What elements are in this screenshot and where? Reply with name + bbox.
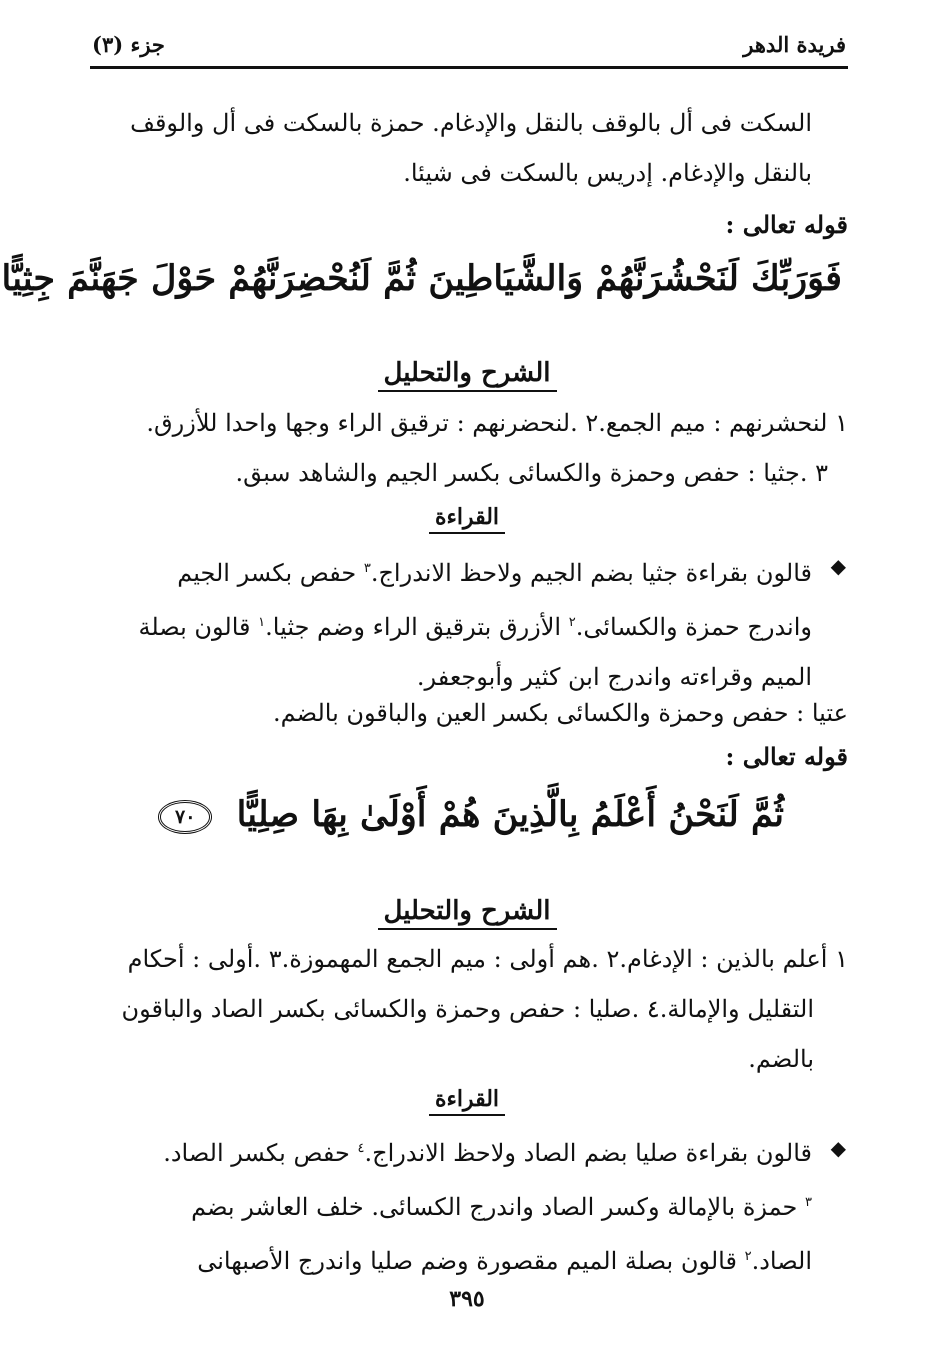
sharh-title	[0, 358, 934, 392]
footnote-marker: ٣	[363, 561, 371, 576]
verse-label: قوله تعالى :	[725, 210, 848, 239]
qiraa-line-1	[88, 544, 812, 598]
sharh-paragraph	[88, 398, 848, 498]
qiraa-paragraph	[88, 544, 812, 702]
quran-verse-1: فَوَرَبِّكَ لَنَحْشُرَنَّهُمْ وَالشَّيَاطِينَ ثُمَّ لَنُحْضِرَنَّهُمْ حَوْلَ جَهَنَّمَ جِثِيًّا	[1, 258, 842, 299]
qiraa-text: حمزة بالإمالة وكسر الصاد واندرج الكسائى. خلف العاشر بضم	[191, 1193, 798, 1221]
qiraa-line-3	[88, 1232, 812, 1286]
ayah-number-marker: ٧٠	[158, 800, 212, 834]
sharh-line-1: ١ أعلم بالذين : الإدغام.٢ .هم أولى : ميم الجمع المهموزة.٣ .أولى : أحكام	[127, 945, 848, 973]
sharh-title	[0, 896, 934, 930]
qiraa-line-3: الميم وقراءته واندرج ابن كثير وأبوجعفر.	[416, 663, 812, 691]
footnote-marker: ٣	[805, 1195, 812, 1210]
sharh-line-1: ١ لنحشرنهم : ميم الجمع.٢ .لنحضرنهم : ترقيق الراء وجها واحدا للأزرق.	[146, 409, 848, 437]
qiraa-text: الصاد.	[751, 1247, 812, 1275]
page-number: ٣٩٥	[449, 1286, 485, 1312]
qiraa-text: حفص بكسر الجيم	[177, 559, 357, 587]
quran-verse-2	[100, 794, 842, 835]
qiraa-paragraph	[88, 1124, 812, 1286]
qiraa-line-2	[88, 1178, 812, 1232]
qiraa-text: قالون بصلة	[138, 613, 251, 641]
qiraa-text: قالون بقراءة صليا بضم الصاد ولاحظ الاندراج.	[364, 1139, 812, 1167]
sharh-line-2: ٣ .جثيا : حفص وحمزة والكسائى بكسر الجيم والشاهد سبق.	[235, 459, 828, 487]
bullet-icon: ◆	[830, 1136, 846, 1160]
intro-line-2: بالنقل والإدغام. إدريس بالسكت فى شيئا.	[403, 159, 812, 187]
intro-line-1: السكت فى أل بالوقف بالنقل والإدغام. حمزة بالسكت فى أل والوقف	[130, 109, 812, 137]
header-rule	[90, 66, 848, 69]
qiraa-text: قالون بصلة الميم مقصورة وضم صليا واندرج الأصبهانى	[197, 1247, 737, 1275]
sharh-line-3: بالضم.	[748, 1045, 814, 1073]
qiraa-line-2	[88, 598, 812, 652]
qiraa-text: الأزرق بترقيق الراء وضم جثيا.	[265, 613, 562, 641]
footnote-marker: ١	[258, 615, 266, 630]
footnote-marker: ٤	[357, 1141, 365, 1156]
qiraa-title	[0, 504, 934, 534]
bullet-icon: ◆	[830, 554, 846, 578]
qiraa-text: واندرج حمزة والكسائى.	[575, 613, 812, 641]
qiraa-note: عتيا : حفص وحمزة والكسائى بكسر العين والباقون بالضم.	[273, 699, 848, 727]
intro-paragraph	[88, 98, 812, 198]
verse-label: قوله تعالى :	[725, 742, 848, 771]
footnote-marker: ٢	[744, 1249, 752, 1264]
book-title: فريدة الدهر	[743, 32, 846, 57]
sharh-title-text: الشرح والتحليل	[378, 358, 557, 392]
verse-2-text: ثُمَّ لَنَحْنُ أَعْلَمُ بِالَّذِينَ هُمْ أَوْلَىٰ بِهَا صِلِيًّا	[236, 794, 784, 835]
sharh-title-text: الشرح والتحليل	[378, 896, 557, 930]
part-label: جزء (٣)	[92, 32, 165, 57]
page-header	[92, 30, 846, 66]
qiraa-text: حفص بكسر الصاد.	[163, 1139, 350, 1167]
qiraa-title	[0, 1086, 934, 1116]
qiraa-title-text: القراءة	[429, 504, 505, 534]
sharh-paragraph	[88, 934, 848, 1084]
sharh-line-2: التقليل والإمالة.٤ .صليا : حفص وحمزة والكسائى بكسر الصاد والباقون	[121, 995, 814, 1023]
qiraa-line-1	[88, 1124, 812, 1178]
footnote-marker: ٢	[568, 615, 576, 630]
qiraa-title-text: القراءة	[429, 1086, 505, 1116]
qiraa-text: قالون بقراءة جثيا بضم الجيم ولاحظ الاندراج.	[370, 559, 812, 587]
